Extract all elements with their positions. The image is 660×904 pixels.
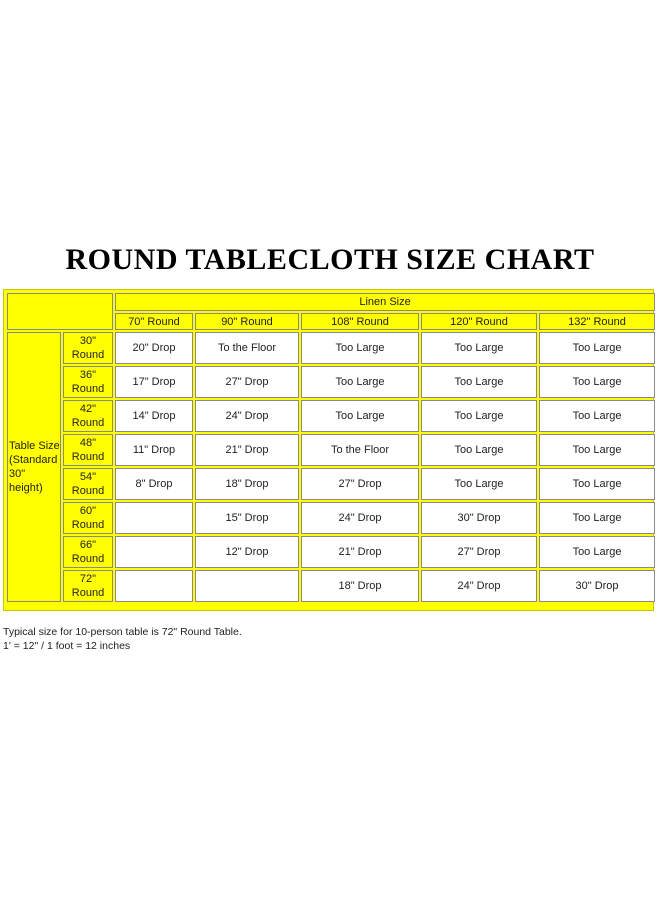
table-cell: To the Floor [195, 332, 299, 364]
row-header: 60" Round [63, 502, 113, 534]
table-cell: 27" Drop [301, 468, 419, 500]
side-label-line: (Standard [9, 454, 58, 466]
table-cell: Too Large [539, 434, 655, 466]
table-cell: Too Large [539, 536, 655, 568]
row-header: 36" Round [63, 366, 113, 398]
side-label-line: Table Size [9, 440, 60, 452]
table-row [7, 502, 655, 534]
table-cell: 20" Drop [115, 332, 193, 364]
table-cell: Too Large [539, 400, 655, 432]
table-cell: 24" Drop [195, 400, 299, 432]
linen-size-header: Linen Size [115, 293, 655, 311]
table-size-label [7, 332, 61, 602]
column-header: 70" Round [115, 313, 193, 330]
table-cell: 12" Drop [195, 536, 299, 568]
table-cell: Too Large [539, 502, 655, 534]
table-cell: 21" Drop [195, 434, 299, 466]
row-header: 72" Round [63, 570, 113, 602]
column-header: 90" Round [195, 313, 299, 330]
table-cell: Too Large [539, 366, 655, 398]
side-label-line: height) [9, 482, 43, 494]
notes [3, 625, 242, 653]
table-cell: 8" Drop [115, 468, 193, 500]
corner-cell [7, 293, 113, 330]
note-line: 1' = 12" / 1 foot = 12 inches [3, 640, 131, 652]
row-header: 42" Round [63, 400, 113, 432]
table-cell: 18" Drop [195, 468, 299, 500]
table-row [7, 400, 655, 432]
table-cell: 27" Drop [195, 366, 299, 398]
table-cell: Too Large [301, 332, 419, 364]
row-header: 48" Round [63, 434, 113, 466]
table-cell: 30" Drop [421, 502, 537, 534]
table-cell: Too Large [539, 332, 655, 364]
table-cell: 24" Drop [301, 502, 419, 534]
table-cell: Too Large [421, 468, 537, 500]
table-row [7, 434, 655, 466]
table-cell: Too Large [421, 400, 537, 432]
table-cell: 21" Drop [301, 536, 419, 568]
table-cell [115, 536, 193, 568]
table-cell: 14" Drop [115, 400, 193, 432]
column-header: 108" Round [301, 313, 419, 330]
row-header: 30" Round [63, 332, 113, 364]
table-cell: Too Large [421, 434, 537, 466]
table-row [7, 570, 655, 602]
table-cell [195, 570, 299, 602]
table-cell: Too Large [421, 366, 537, 398]
table-cell: 24" Drop [421, 570, 537, 602]
table-row [7, 536, 655, 568]
note-line: Typical size for 10-person table is 72" Round Table. [3, 626, 242, 638]
row-header: 66" Round [63, 536, 113, 568]
table-cell: 15" Drop [195, 502, 299, 534]
column-header: 132" Round [539, 313, 655, 330]
table-cell: 27" Drop [421, 536, 537, 568]
size-table [5, 291, 657, 604]
table-row [7, 468, 655, 500]
table-cell: To the Floor [301, 434, 419, 466]
table-cell: 17" Drop [115, 366, 193, 398]
table-cell [115, 502, 193, 534]
table-cell: 30" Drop [539, 570, 655, 602]
table-cell: Too Large [301, 400, 419, 432]
table-row [7, 332, 655, 364]
table-cell: Too Large [301, 366, 419, 398]
side-label-line: 30" [9, 468, 26, 480]
table-cell: Too Large [421, 332, 537, 364]
table-cell: 11" Drop [115, 434, 193, 466]
table-cell: 18" Drop [301, 570, 419, 602]
table-row [7, 366, 655, 398]
page-title: ROUND TABLECLOTH SIZE CHART [65, 243, 595, 276]
size-chart [3, 289, 654, 611]
column-header: 120" Round [421, 313, 537, 330]
row-header: 54" Round [63, 468, 113, 500]
table-cell [115, 570, 193, 602]
table-cell: Too Large [539, 468, 655, 500]
